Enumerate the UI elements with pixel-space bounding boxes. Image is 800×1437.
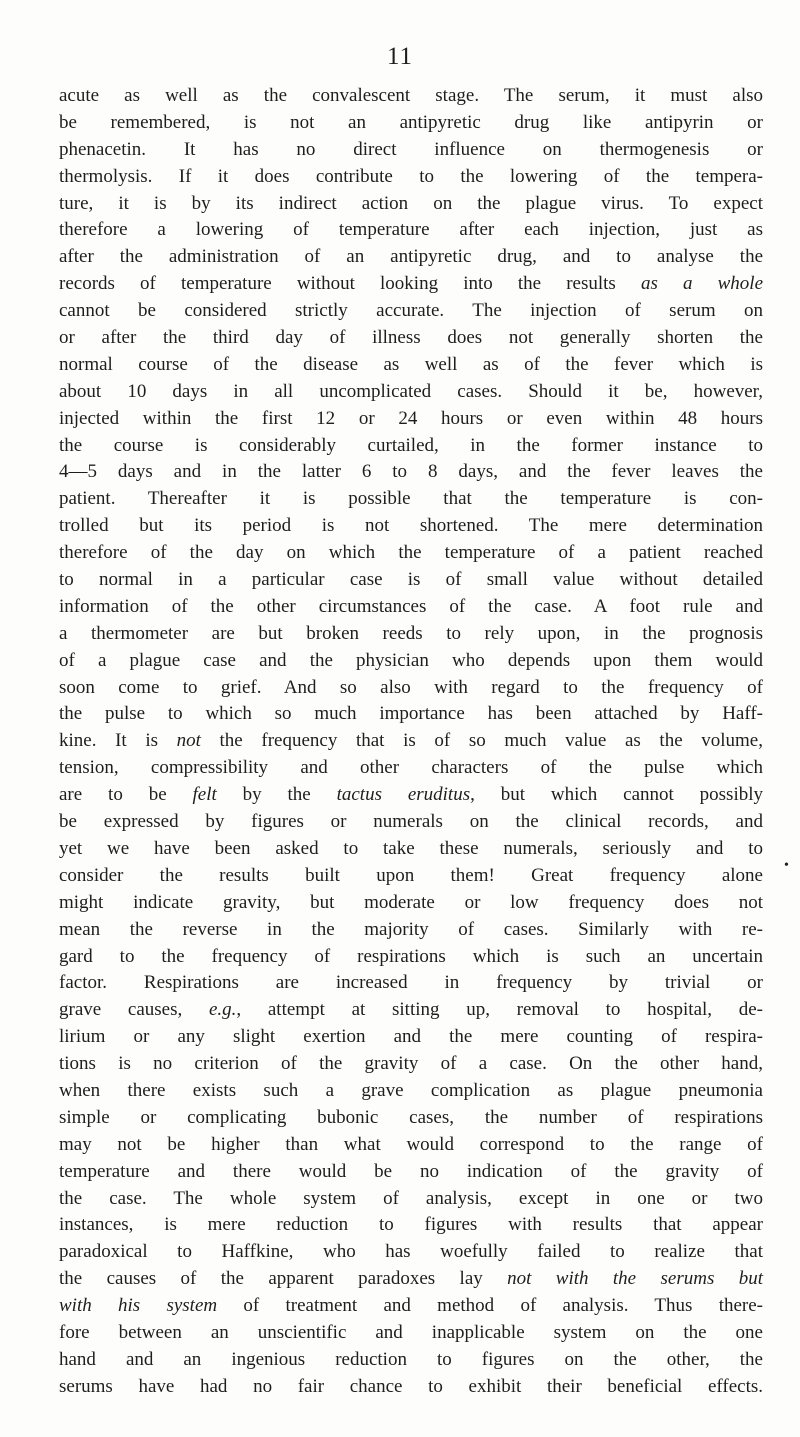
text-line: grave causes, e.g., attempt at sitting up, removal to hospital, de-	[59, 999, 764, 1021]
text-line: patient. Thereafter it is possible that the temperature is con-	[59, 488, 763, 510]
text-line: fore between an unscientific and inapplicable system on the one	[59, 1321, 763, 1343]
page-number: 11	[386, 43, 414, 70]
text-line: the case. The whole system of analysis, except in one or two	[59, 1187, 763, 1209]
text-line: records of temperature without looking into the results as a whole	[59, 273, 763, 295]
text-line: thermolysis. If it does contribute to the lowering of the tempera-	[59, 165, 763, 187]
text-line: paradoxical to Haffkine, who has woefully failed to realize that	[59, 1241, 763, 1263]
text-line: phenacetin. It has no direct influence on thermogenesis or	[59, 138, 763, 160]
body-paragraph	[59, 83, 763, 1401]
text-line: lirium or any slight exertion and the mere counting of respira-	[59, 1026, 763, 1048]
text-line: soon come to grief. And so also with regard to the frequency of	[59, 676, 763, 698]
text-line: cannot be considered strictly accurate. The injection of serum on	[59, 300, 763, 322]
text-line: temperature and there would be no indication of the gravity of	[59, 1160, 763, 1182]
text-line: tension, compressibility and other characters of the pulse which	[59, 757, 763, 779]
text-line: the pulse to which so much importance has been attached by Haff-	[59, 703, 763, 725]
text-line: when there exists such a grave complication as plague pneumonia	[59, 1079, 763, 1101]
text-line: may not be higher than what would correspond to the range of	[59, 1133, 763, 1155]
text-line: consider the results built upon them! Great frequency alone	[59, 864, 763, 886]
text-line: be expressed by figures or numerals on the clinical records, and	[59, 811, 763, 833]
text-line: serums have had no fair chance to exhibit their beneficial effects.	[59, 1375, 763, 1397]
text-line: instances, is mere reduction to figures with results that appear	[59, 1214, 763, 1236]
text-line: or after the third day of illness does not generally shorten the	[59, 327, 763, 349]
text-line: yet we have been asked to take these numerals, seriously and to	[59, 837, 763, 859]
text-line: be remembered, is not an antipyretic drug like antipyrin or	[59, 111, 763, 133]
text-line: normal course of the disease as well as of the fever which is	[59, 353, 763, 375]
text-line: are to be felt by the tactus eruditus, but which cannot possibly	[59, 784, 764, 806]
text-line: with his system of treatment and method of analysis. Thus there-	[59, 1295, 763, 1317]
text-line: 4—5 days and in the latter 6 to 8 days, and the fever leaves the	[59, 461, 763, 483]
margin-mark: •	[784, 858, 789, 873]
text-line: tions is no criterion of the gravity of a case. On the other hand,	[59, 1053, 763, 1075]
text-line: to normal in a particular case is of small value without detailed	[59, 569, 763, 591]
text-line: ture, it is by its indirect action on the plague virus. To expect	[59, 192, 763, 214]
text-line: kine. It is not the frequency that is of so much value as the volume,	[59, 730, 763, 752]
text-line: might indicate gravity, but moderate or low frequency does not	[59, 891, 763, 913]
text-line: simple or complicating bubonic cases, the number of respirations	[59, 1106, 763, 1128]
text-line: therefore of the day on which the temperature of a patient reached	[59, 542, 763, 564]
text-line: hand and an ingenious reduction to figures on the other, the	[59, 1348, 763, 1370]
text-line: trolled but its period is not shortened. The mere determination	[59, 515, 763, 537]
text-line: the causes of the apparent paradoxes lay not with the serums but	[59, 1268, 763, 1290]
text-line: after the administration of an antipyretic drug, and to analyse the	[59, 246, 763, 268]
text-line: gard to the frequency of respirations which is such an uncertain	[59, 945, 763, 967]
text-line: about 10 days in all uncomplicated cases. Should it be, however,	[59, 380, 763, 402]
text-line: of a plague case and the physician who depends upon them would	[59, 649, 763, 671]
text-line: factor. Respirations are increased in frequency by trivial or	[59, 972, 763, 994]
text-line: a thermometer are but broken reeds to rely upon, in the prognosis	[59, 622, 763, 644]
text-line: the course is considerably curtailed, in the former instance to	[59, 434, 763, 456]
text-line: injected within the first 12 or 24 hours or even within 48 hours	[59, 407, 763, 429]
text-line: information of the other circumstances of the case. A foot rule and	[59, 595, 763, 617]
text-line: therefore a lowering of temperature after each injection, just as	[59, 219, 763, 241]
text-line: acute as well as the convalescent stage. The serum, it must also	[59, 85, 763, 106]
text-line: mean the reverse in the majority of cases. Similarly with re-	[59, 918, 763, 940]
